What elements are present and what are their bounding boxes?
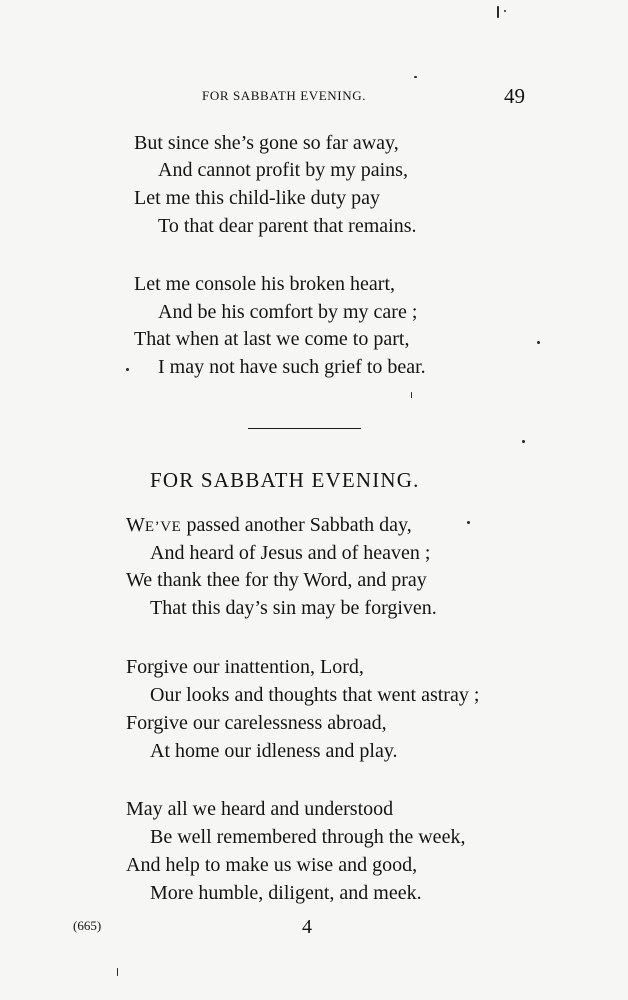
signature-mark: 4 xyxy=(302,916,312,938)
poem-line: And cannot profit by my pains, xyxy=(158,159,408,181)
section-divider xyxy=(248,428,361,429)
printer-signature: (665) xyxy=(73,918,102,933)
ink-speck xyxy=(126,368,129,371)
running-head: FOR SABBATH EVENING. xyxy=(202,88,367,103)
ink-speck xyxy=(522,440,525,443)
poem-line: But since she’s gone so far away, xyxy=(134,132,399,154)
ink-speck xyxy=(467,521,470,524)
poem-line: That when at last we come to part, xyxy=(134,328,410,350)
poem-line: And help to make us wise and good, xyxy=(126,854,418,876)
ink-speck xyxy=(117,968,118,976)
ink-speck xyxy=(497,6,499,18)
poem-line: Forgive our inattention, Lord, xyxy=(126,656,364,678)
ink-speck xyxy=(414,76,417,78)
poem-line: We thank thee for thy Word, and pray xyxy=(126,569,427,591)
ink-speck xyxy=(411,392,412,398)
first-line-rest: passed another Sabbath day, xyxy=(181,514,412,536)
drop-initial: W xyxy=(126,514,145,536)
poem-line: And be his comfort by my care ; xyxy=(158,301,418,323)
poem-first-line xyxy=(126,515,412,535)
poem-line: Be well remembered through the week, xyxy=(150,826,466,848)
poem-title: FOR SABBATH EVENING. xyxy=(150,468,420,492)
page-number: 49 xyxy=(504,84,525,108)
poem-line: Let me this child-like duty pay xyxy=(134,187,381,209)
poem-line: Our looks and thoughts that went astray ; xyxy=(150,684,480,706)
poem-line: Let me console his broken heart, xyxy=(134,273,396,295)
poem-line: And heard of Jesus and of heaven ; xyxy=(150,542,431,564)
small-caps-word: E’VE xyxy=(144,519,182,535)
poem-line: To that dear parent that remains. xyxy=(158,215,417,237)
ink-speck xyxy=(504,10,506,12)
poem-line: That this day’s sin may be forgiven. xyxy=(150,597,437,619)
poem-line: More humble, diligent, and meek. xyxy=(150,882,422,904)
ink-speck xyxy=(537,341,540,344)
poem-line: At home our idleness and play. xyxy=(150,740,398,762)
poem-line: May all we heard and understood xyxy=(126,798,394,820)
poem-line: I may not have such grief to bear. xyxy=(158,356,426,378)
poem-line: Forgive our carelessness abroad, xyxy=(126,712,387,734)
